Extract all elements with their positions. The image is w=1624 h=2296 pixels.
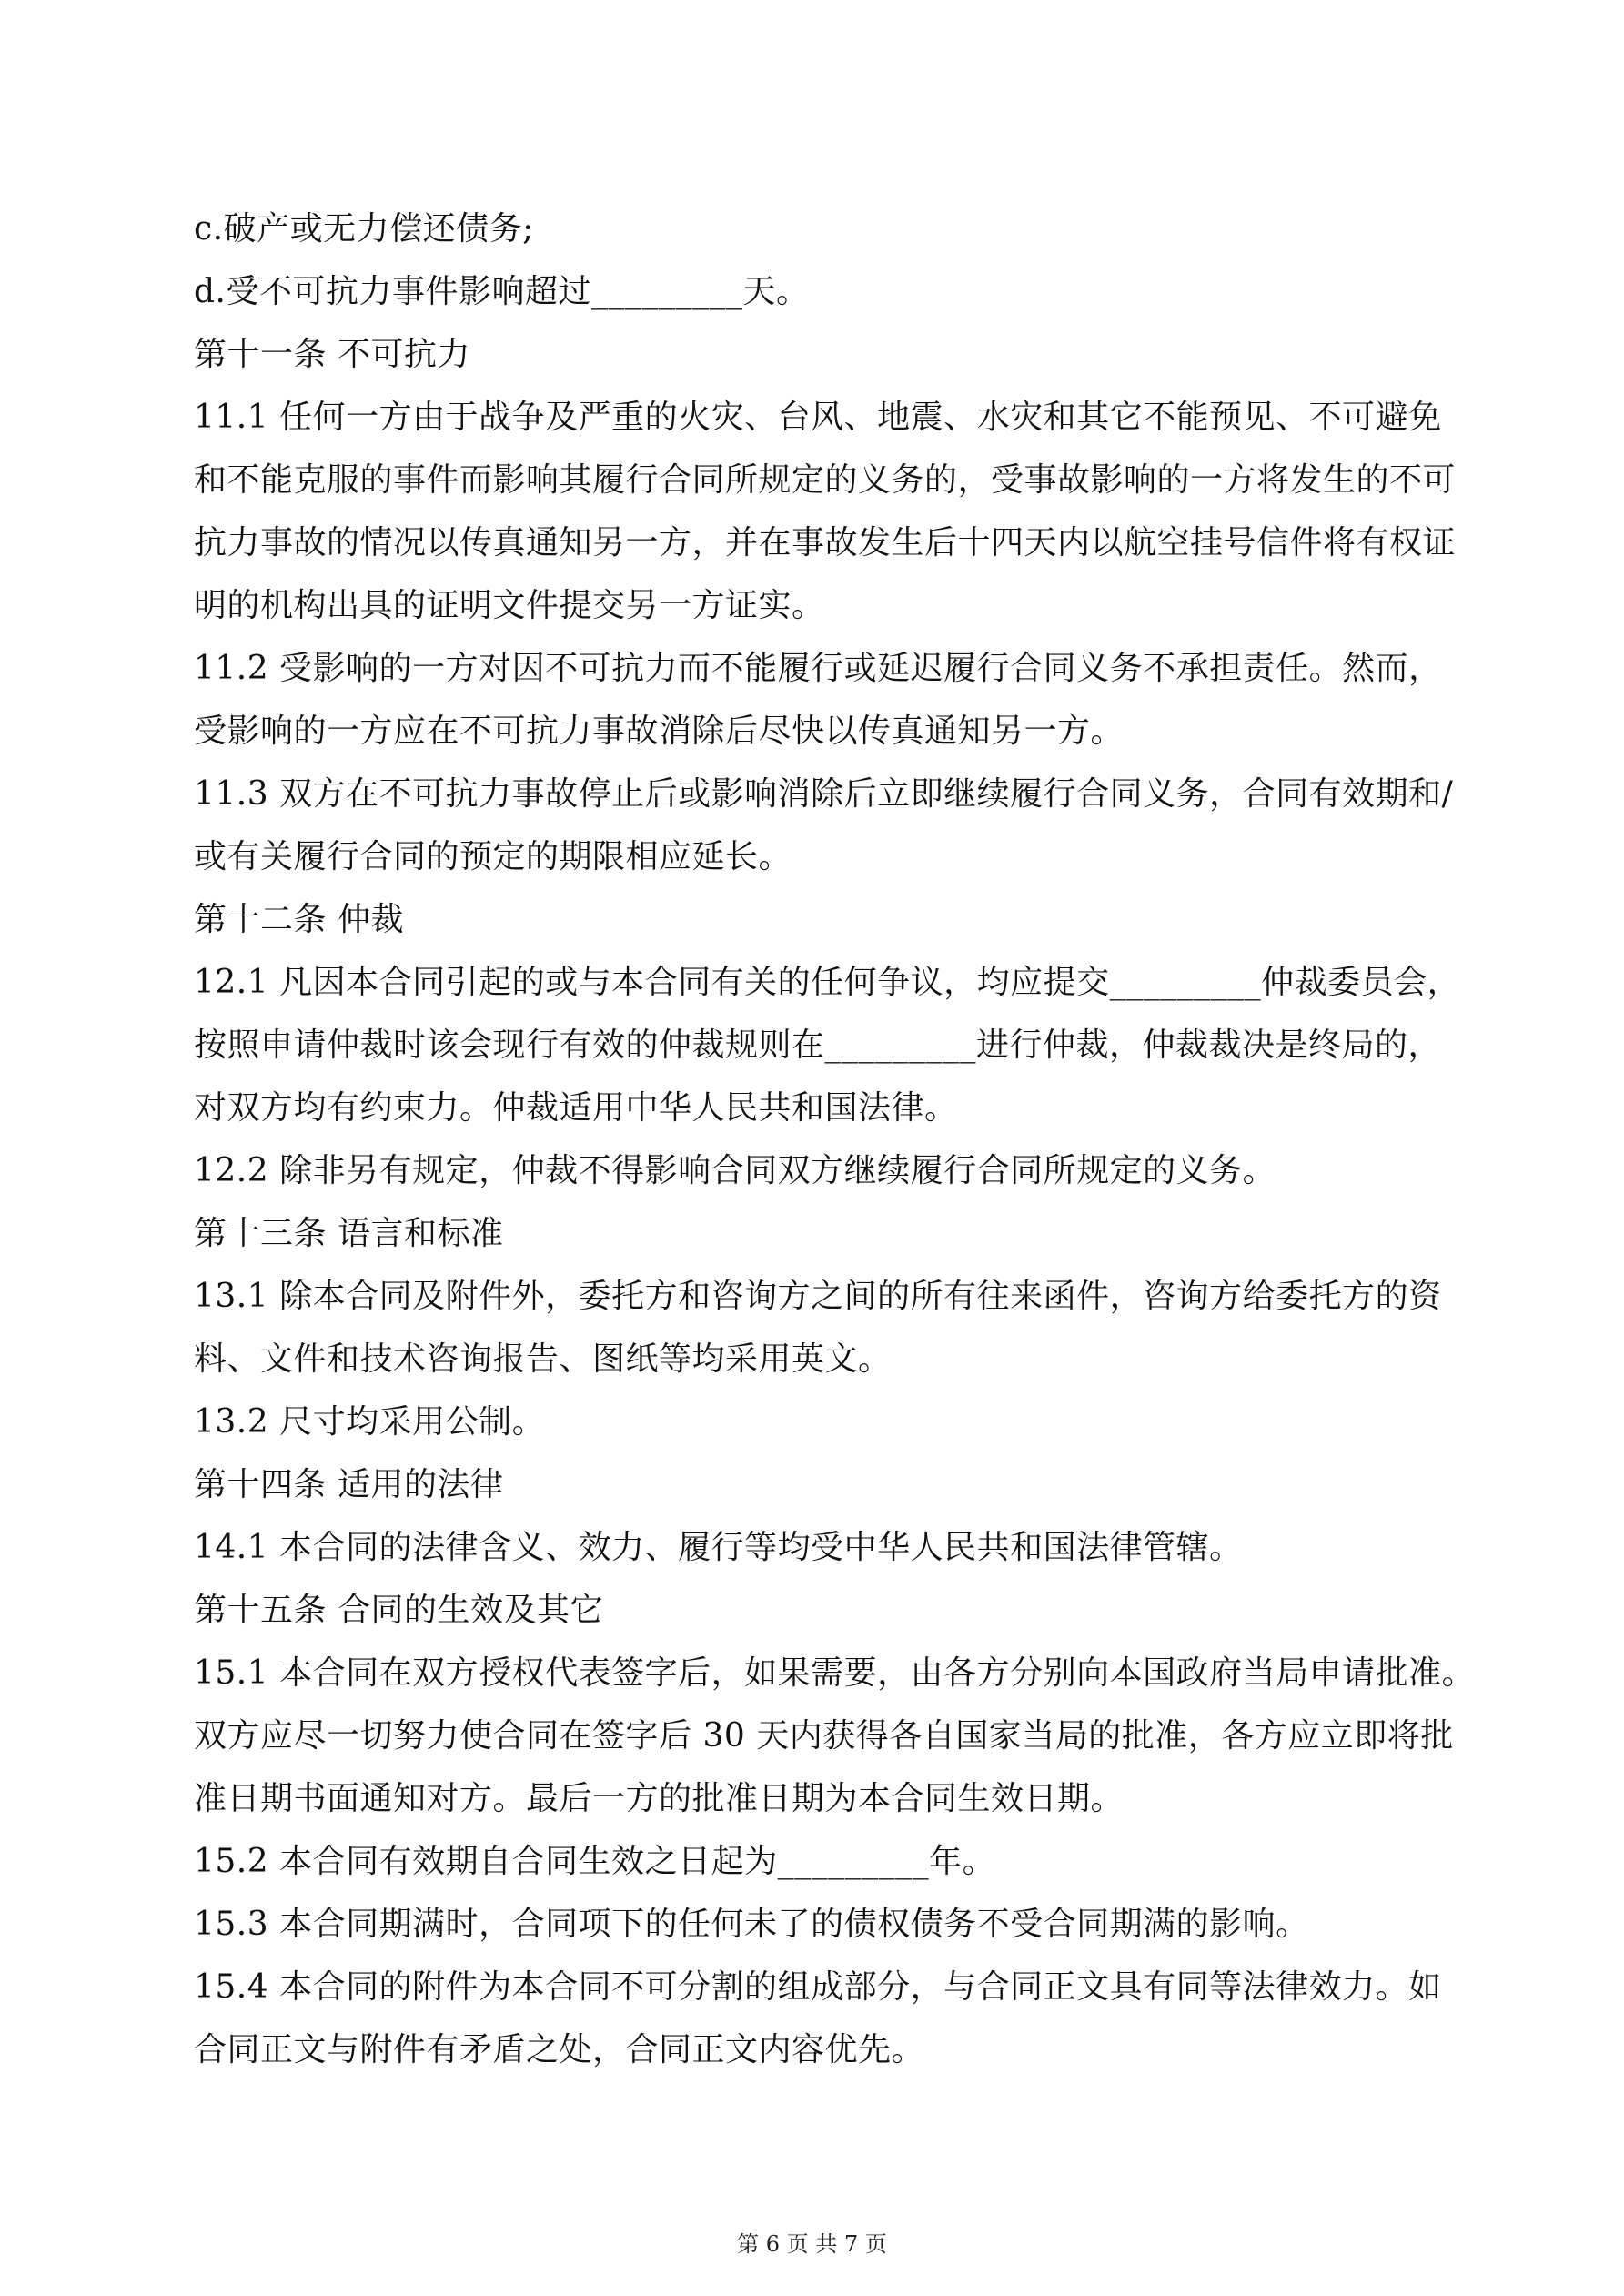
clause-text-line: 按照申请仲裁时该会现行有效的仲裁规则在_________进行仲裁，仲裁裁决是终局的， xyxy=(194,1027,1442,1064)
clause-text-line: 15.4 本合同的附件为本合同不可分割的组成部分，与合同正文具有同等法律效力。如 xyxy=(194,1968,1442,2006)
article-heading: 第十四条 适用的法律 xyxy=(194,1466,504,1503)
clause-text-line: d.受不可抗力事件影响超过_________天。 xyxy=(194,273,810,310)
clause-text-line: 13.1 除本合同及附件外，委托方和咨询方之间的所有往来函件，咨询方给委托方的资 xyxy=(194,1278,1442,1315)
clause-text-line: c.破产或无力偿还债务; xyxy=(194,210,534,248)
clause-text-line: 15.2 本合同有效期自合同生效之日起为_________年。 xyxy=(194,1843,996,1880)
clause-text-line: 11.1 任何一方由于战争及严重的火灾、台风、地震、水灾和其它不能预见、不可避免 xyxy=(194,399,1442,436)
clause-text-line: 11.3 双方在不可抗力事故停止后或影响消除后立即继续履行合同义务，合同有效期和/ xyxy=(194,775,1454,813)
clause-text-line: 料、文件和技术咨询报告、图纸等均采用英文。 xyxy=(194,1340,892,1378)
clause-text-line: 和不能克服的事件而影响其履行合同所规定的义务的，受事故影响的一方将发生的不可 xyxy=(194,461,1457,499)
clause-text-line: 明的机构出具的证明文件提交另一方证实。 xyxy=(194,587,825,624)
clause-text-line: 对双方均有约束力。仲裁适用中华人民共和国法律。 xyxy=(194,1089,958,1127)
clause-text-line: 受影响的一方应在不可抗力事故消除后尽快以传真通知另一方。 xyxy=(194,713,1125,750)
clause-text-line: 13.2 尺寸均采用公制。 xyxy=(194,1403,546,1441)
article-heading: 第十一条 不可抗力 xyxy=(194,336,470,373)
page-footer: 第 6 页 共 7 页 xyxy=(737,2231,887,2257)
article-heading: 第十二条 仲裁 xyxy=(194,901,404,938)
clause-text-line: 12.2 除非另有规定，仲裁不得影响合同双方继续履行合同所规定的义务。 xyxy=(194,1152,1276,1189)
clause-text-line: 抗力事故的情况以传真通知另一方，并在事故发生后十四天内以航空挂号信件将有权证 xyxy=(194,524,1457,561)
clause-text-line: 双方应尽一切努力使合同在签字后 30 天内获得各自国家当局的批准，各方应立即将批 xyxy=(194,1717,1454,1755)
clause-text-line: 11.2 受影响的一方对因不可抗力而不能履行或延迟履行合同义务不承担责任。然而， xyxy=(194,650,1442,687)
clause-text-line: 12.1 凡因本合同引起的或与本合同有关的任何争议，均应提交_________仲裁委员会， xyxy=(194,964,1461,1001)
clause-text-line: 14.1 本合同的法律含义、效力、履行等均受中华人民共和国法律管辖。 xyxy=(194,1529,1243,1566)
clause-text-line: 或有关履行合同的预定的期限相应延长。 xyxy=(194,838,792,875)
clause-text-line: 合同正文与附件有矛盾之处，合同正文内容优先。 xyxy=(194,2031,925,2068)
article-heading: 第十五条 合同的生效及其它 xyxy=(194,1592,603,1629)
clause-text-line: 15.3 本合同期满时，合同项下的任何未了的债权债务不受合同期满的影响。 xyxy=(194,1906,1309,1943)
clause-text-line: 准日期书面通知对方。最后一方的批准日期为本合同生效日期。 xyxy=(194,1780,1125,1817)
clause-text-line: 15.1 本合同在双方授权代表签字后，如果需要，由各方分别向本国政府当局申请批准。 xyxy=(194,1654,1476,1692)
article-heading: 第十三条 语言和标准 xyxy=(194,1215,504,1252)
